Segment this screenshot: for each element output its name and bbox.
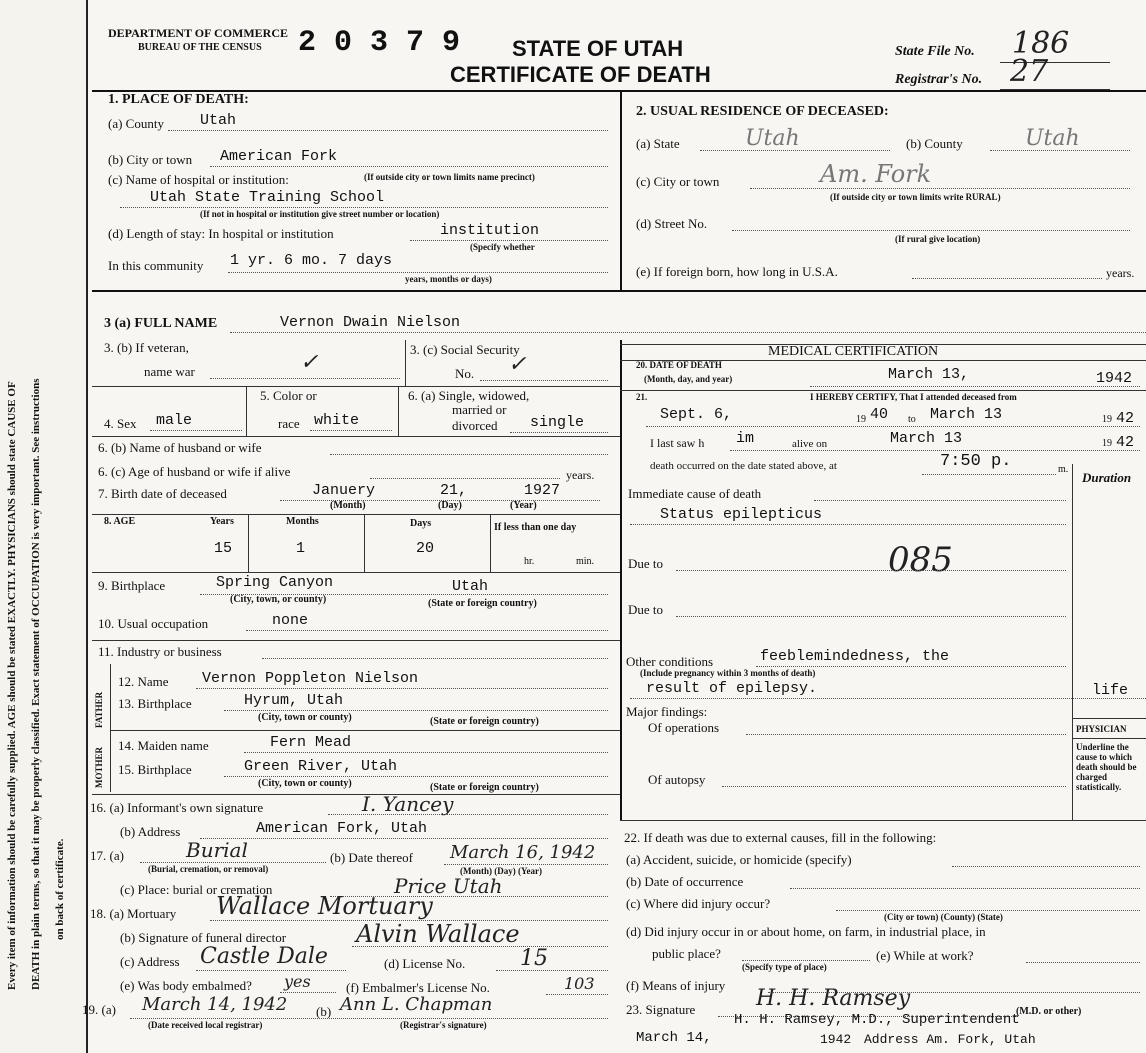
- age-years-value: 15: [214, 540, 233, 557]
- husband-label: 6. (b) Name of husband or wife: [98, 440, 262, 455]
- external-causes-label: 22. If death was due to external causes, fill in the following:: [624, 830, 937, 845]
- res-city-value: Am. Fork: [820, 160, 932, 188]
- race-label: race: [278, 416, 300, 431]
- stay-sub: (Specify whether: [470, 242, 535, 252]
- mother-bp-sub: (City, town or county): [258, 778, 352, 789]
- age-months-value: 1: [296, 540, 306, 557]
- father-name-value: Vernon Poppleton Nielson: [202, 670, 419, 687]
- received-sub: (Date received local registrar): [148, 1020, 263, 1030]
- birthplace-sub: (City, town, or county): [230, 594, 327, 605]
- informant-label: 16. (a) Informant's own signature: [90, 800, 264, 815]
- registrar-no-value: 27: [1010, 54, 1049, 89]
- res-street-sub: (If rural give location): [895, 234, 981, 244]
- underline-note: Underline the cause to which death should be charged statistically.: [1076, 742, 1137, 792]
- marital-label: 6. (a) Single, widowed,: [408, 388, 530, 403]
- state-file-label: State File No.: [895, 44, 975, 59]
- occurred-label: death occurred on the date stated above, at: [650, 460, 837, 472]
- means-injury-label: (f) Means of injury: [626, 978, 726, 993]
- res-county-value: Utah: [1025, 126, 1080, 151]
- attend-from: Sept. 6,: [660, 406, 733, 423]
- dept-label: DEPARTMENT OF COMMERCE: [108, 26, 289, 40]
- father-side-label: FATHER: [94, 691, 104, 728]
- other-conditions-label: Other conditions: [626, 654, 714, 669]
- duration-header: Duration: [1082, 470, 1132, 485]
- signature-label: 23. Signature: [626, 1002, 696, 1017]
- hospital-value: Utah State Training School: [150, 189, 385, 206]
- embalmer-license-label: (f) Embalmer's License No.: [346, 980, 490, 995]
- father-birthplace-value: Hyrum, Utah: [244, 692, 344, 709]
- age-less-label: If less than one day: [494, 522, 577, 533]
- father-birthplace-label: 13. Birthplace: [118, 696, 192, 711]
- dod-year: 1942: [1096, 370, 1133, 387]
- place-of-death-label: 1. PLACE OF DEATH:: [108, 92, 249, 107]
- of-operations-label: Of operations: [648, 720, 720, 735]
- city-value: American Fork: [220, 148, 338, 165]
- dod-value: March 13,: [888, 366, 970, 383]
- husband-age-years: years.: [566, 468, 595, 482]
- accident-label: (a) Accident, suicide, or homicide (specify): [626, 852, 852, 867]
- dod-sub: (Month, day, and year): [644, 374, 733, 384]
- other-conditions-sub: (Include pregnancy within 3 months of death): [640, 668, 816, 678]
- birth-month: Januery: [312, 482, 376, 499]
- sex-value: male: [156, 412, 193, 429]
- mother-birthplace-value: Green River, Utah: [244, 758, 398, 775]
- birthplace-value: Spring Canyon: [216, 574, 334, 591]
- burial-sub: (Burial, cremation, or removal): [148, 864, 269, 874]
- place-burial-value: Price Utah: [394, 874, 503, 898]
- hospital-note: (If outside city or town limits name precinct): [364, 172, 535, 182]
- ss-label: 3. (c) Social Security: [410, 342, 520, 357]
- date-thereof-label: (b) Date thereof: [330, 850, 414, 865]
- lastsaw-year: 42: [1116, 434, 1135, 451]
- bureau-label: BUREAU OF THE CENSUS: [138, 42, 262, 53]
- nineteen-1: 19: [856, 414, 866, 425]
- duration-value: life: [1092, 682, 1129, 699]
- registrar-sig-label: (b): [316, 1004, 332, 1019]
- state-file-value: 186: [1012, 26, 1070, 61]
- industry-label: 11. Industry or business: [98, 644, 222, 659]
- major-findings-label: Major findings:: [626, 704, 708, 719]
- birth-day-sub: (Day): [438, 500, 462, 511]
- residence-label: 2. USUAL RESIDENCE OF DECEASED:: [636, 104, 889, 119]
- dod-label: 20. DATE OF DEATH: [636, 360, 722, 370]
- birth-year: 1927: [524, 482, 561, 499]
- public-place-label: public place?: [652, 946, 721, 961]
- to-label: to: [908, 414, 916, 425]
- birth-month-sub: (Month): [330, 500, 366, 511]
- while-at-work-label: (e) While at work?: [876, 948, 974, 963]
- due-to-1-value: 085: [888, 540, 953, 580]
- marital-value: single: [530, 414, 585, 431]
- birthplace-state: Utah: [452, 578, 489, 595]
- funeral-director-label: (b) Signature of funeral director: [120, 930, 287, 945]
- birth-year-sub: (Year): [510, 500, 537, 511]
- res-street-label: (d) Street No.: [636, 216, 708, 231]
- mortuary-label: 18. (a) Mortuary: [90, 906, 177, 921]
- occupation-value: none: [272, 612, 309, 629]
- signature-date: March 14,: [636, 1030, 712, 1046]
- date-thereof-value: March 16, 1942: [450, 842, 596, 863]
- mother-maiden-value: Fern Mead: [270, 734, 352, 751]
- time-value: 7:50 p.: [940, 452, 1012, 471]
- informant-signature: I. Yancey: [362, 792, 454, 816]
- registrar-sig-sub: (Registrar's signature): [400, 1020, 487, 1030]
- ss-check: ✓: [508, 352, 527, 377]
- birth-date-label: 7. Birth date of deceased: [98, 486, 227, 501]
- registrar-no-label: Registrar's No.: [895, 72, 983, 87]
- registrar-sig-value: Ann L. Chapman: [340, 994, 493, 1015]
- where-injury-label: (c) Where did injury occur?: [626, 896, 771, 911]
- date-thereof-sub: (Month) (Day) (Year): [460, 866, 542, 876]
- city-label: (b) City or town: [108, 152, 193, 167]
- margin-instructions: [0, 0, 88, 1053]
- age-years-col: Years: [210, 516, 234, 527]
- informant-address-label: (b) Address: [120, 824, 181, 839]
- burial-value: Burial: [186, 838, 248, 862]
- attend-to: March 13: [930, 406, 1003, 423]
- foreign-label: (e) If foreign born, how long in U.S.A.: [636, 264, 838, 279]
- color-label: 5. Color or: [260, 388, 317, 403]
- attend-to-year: 42: [1116, 410, 1135, 427]
- res-city-sub: (If outside city or town limits write RURAL): [830, 192, 1001, 202]
- age-hr: hr.: [524, 556, 535, 567]
- birthplace-sub-2: (State or foreign country): [428, 598, 537, 609]
- mother-maiden-label: 14. Maiden name: [118, 738, 209, 753]
- marital-label-2: married or: [452, 402, 507, 417]
- margin-line-2: DEATH in plain terms, so that it may be properly classified. Exact statement of OCCUPATION is very important. See instructions: [30, 378, 42, 990]
- mother-bp-sub-2: (State or foreign country): [430, 782, 539, 793]
- birth-day: 21,: [440, 482, 468, 499]
- burial-label: 17. (a): [90, 848, 124, 863]
- num-21: 21.: [636, 392, 648, 402]
- place-burial-label: (c) Place: burial or cremation: [120, 882, 273, 897]
- margin-line-1: Every item of information should be carefully supplied. AGE should be stated EXACTLY. PHYSICIANS should state CAUSE OF: [6, 381, 18, 990]
- immediate-cause-label: Immediate cause of death: [628, 486, 762, 501]
- res-county-label: (b) County: [906, 136, 963, 151]
- age-days-col: Days: [410, 518, 432, 529]
- attend-from-year: 40: [870, 406, 889, 423]
- age-min: min.: [576, 556, 595, 567]
- husband-age-label: 6. (c) Age of husband or wife if alive: [98, 464, 291, 479]
- lastsaw-date: March 13: [890, 430, 963, 447]
- certificate-title: CERTIFICATE OF DEATH: [450, 62, 711, 87]
- funeral-director-value: Alvin Wallace: [356, 920, 520, 948]
- home-farm-label: (d) Did injury occur in or about home, on farm, in industrial place, in: [626, 924, 986, 939]
- age-days-value: 20: [416, 540, 435, 557]
- signature-typed: H. H. Ramsey, M.D., Superintendent: [734, 1012, 1020, 1028]
- nineteen-2: 19: [1102, 414, 1112, 425]
- stay-value: institution: [440, 222, 540, 239]
- md-sub: (M.D. or other): [1016, 1006, 1082, 1017]
- foreign-years: years.: [1106, 266, 1135, 280]
- nineteen-3: 19: [1102, 438, 1112, 449]
- father-name-label: 12. Name: [118, 674, 169, 689]
- age-label: 8. AGE: [104, 516, 136, 527]
- date-occurrence-label: (b) Date of occurrence: [626, 874, 744, 889]
- county-value: Utah: [200, 112, 237, 129]
- hospital-sub: (If not in hospital or institution give street number or location): [200, 209, 440, 219]
- marital-label-3: divorced: [452, 418, 498, 433]
- community-value: 1 yr. 6 mo. 7 days: [230, 252, 393, 269]
- where-injury-sub: (City or town) (County) (State): [884, 912, 1003, 922]
- state-title: STATE OF UTAH: [512, 36, 684, 61]
- m-label: m.: [1058, 464, 1069, 475]
- embalmed-value: yes: [284, 972, 311, 991]
- fd-address-value: Castle Dale: [200, 944, 328, 969]
- of-autopsy-label: Of autopsy: [648, 772, 706, 787]
- public-place-sub: (Specify type of place): [742, 962, 827, 972]
- mother-side-label: MOTHER: [94, 746, 104, 788]
- county-label: (a) County: [108, 116, 164, 131]
- license-value: 15: [520, 946, 548, 971]
- embalmed-label: (e) Was body embalmed?: [120, 978, 252, 993]
- birthplace-label: 9. Birthplace: [98, 578, 166, 593]
- signature-value: H. H. Ramsey: [756, 986, 911, 1011]
- physician-header: PHYSICIAN: [1076, 724, 1127, 734]
- age-months-col: Months: [286, 516, 319, 527]
- lastsaw-value: im: [736, 430, 755, 447]
- sex-label: 4. Sex: [104, 416, 137, 431]
- father-bp-sub: (City, town or county): [258, 712, 352, 723]
- other-conditions-value: feeblemindedness, the: [760, 648, 950, 665]
- other-conditions-value-2: result of epilepsy.: [646, 680, 818, 697]
- informant-address-value: American Fork, Utah: [256, 820, 428, 837]
- lastsaw-label: I last saw h: [650, 436, 705, 450]
- hospital-label: (c) Name of hospital or institution:: [108, 172, 289, 187]
- res-city-label: (c) City or town: [636, 174, 720, 189]
- stay-label: (d) Length of stay: In hospital or institution: [108, 226, 334, 241]
- community-label: In this community: [108, 258, 204, 273]
- full-name-value: Vernon Dwain Nielson: [280, 314, 461, 331]
- name-war-label: name war: [144, 364, 195, 379]
- res-state-value: Utah: [745, 126, 800, 151]
- community-sub: years, months or days): [405, 274, 492, 284]
- embalmer-license-value: 103: [564, 974, 595, 993]
- mortuary-value: Wallace Mortuary: [216, 892, 433, 920]
- ss-no-label: No.: [455, 366, 475, 381]
- father-bp-sub-2: (State or foreign country): [430, 716, 539, 727]
- alive-on-label: alive on: [792, 438, 828, 450]
- fd-address-label: (c) Address: [120, 954, 180, 969]
- signature-address: Address Am. Fork, Utah: [864, 1032, 1036, 1047]
- due-to-2-label: Due to: [628, 602, 664, 617]
- occupation-label: 10. Usual occupation: [98, 616, 209, 631]
- mother-birthplace-label: 15. Birthplace: [118, 762, 192, 777]
- license-label: (d) License No.: [384, 956, 466, 971]
- margin-line-3: on back of certificate.: [54, 838, 66, 940]
- due-to-1-label: Due to: [628, 556, 664, 571]
- res-state-label: (a) State: [636, 136, 680, 151]
- medical-title: MEDICAL CERTIFICATION: [768, 344, 939, 359]
- full-name-label: 3 (a) FULL NAME: [104, 316, 218, 331]
- veteran-label: 3. (b) If veteran,: [104, 340, 189, 355]
- signature-year: 1942: [820, 1032, 852, 1047]
- immediate-cause-value: Status epilepticus: [660, 506, 823, 523]
- certify-label: I HEREBY CERTIFY, That I attended deceased from: [810, 392, 1017, 402]
- veteran-check: ✓: [300, 350, 319, 375]
- certificate-number: 20379: [298, 26, 479, 60]
- received-value: March 14, 1942: [142, 994, 288, 1015]
- received-label: 19. (a): [82, 1002, 116, 1017]
- race-value: white: [314, 412, 360, 429]
